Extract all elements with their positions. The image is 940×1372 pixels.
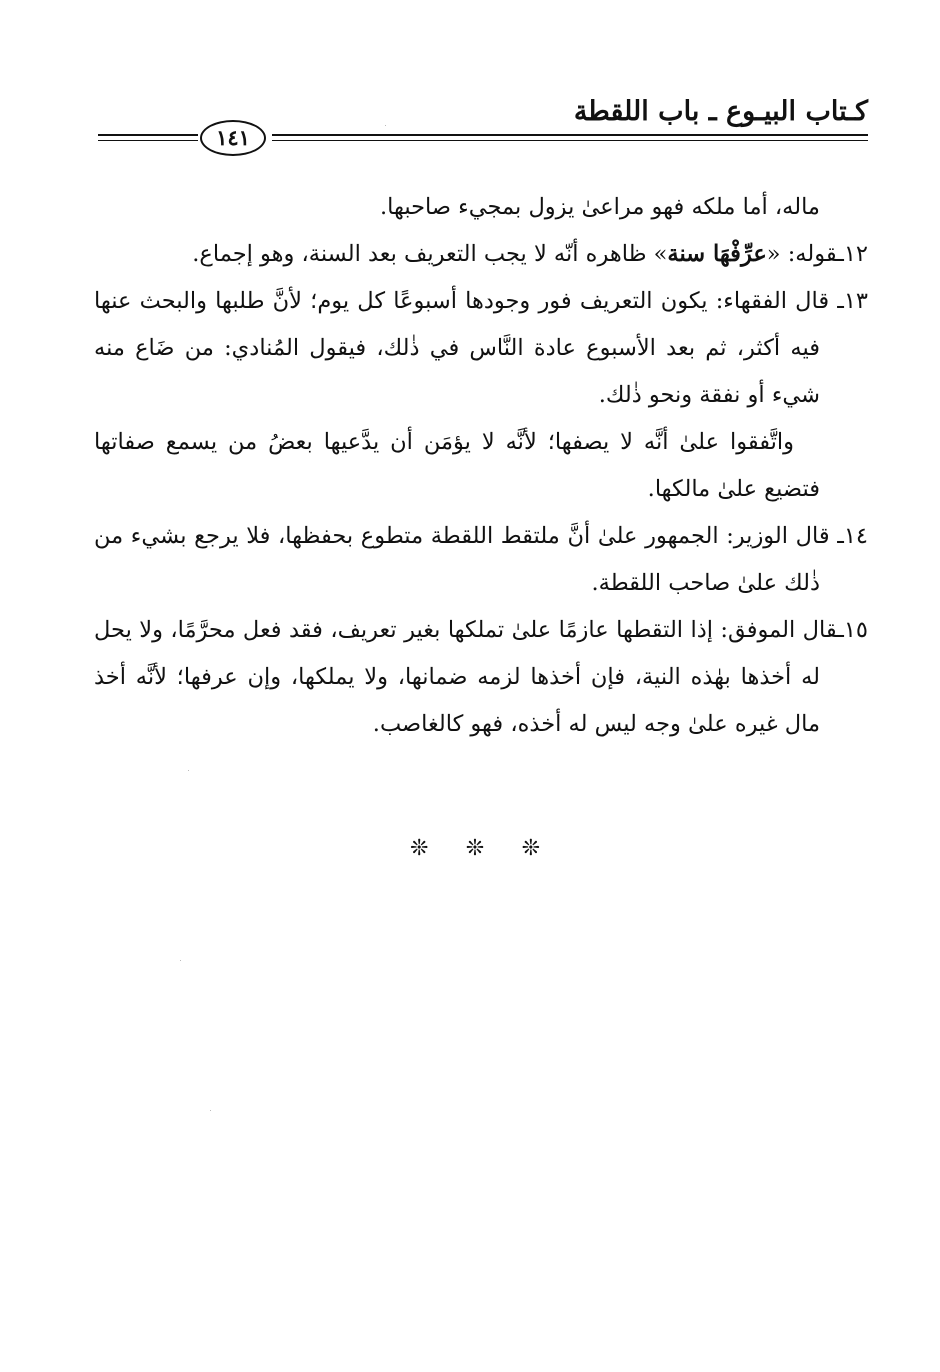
paragraph-13-continued (94, 419, 868, 513)
paragraph-12 (94, 231, 868, 278)
paragraph-text-pre: قوله: « (766, 241, 838, 267)
paragraph-text: قال الوزير: الجمهور علىٰ أنَّ ملتقط اللقطة متطوع بحفظها، فلا يرجع بشيء من ذٰلك علىٰ صاحب اللقطة. (94, 523, 830, 596)
header-rule-right-top (272, 134, 868, 136)
paragraph-15 (94, 607, 868, 748)
paragraph-text: قال الفقهاء: يكون التعريف فور وجودها أسبوعًا كل يوم؛ لأنَّ طلبها والبحث عنها فيه أكثر، ثم بعد الأسبوع عادة النَّاس في ذٰلك، فيقول المُنادي: من ضَاع منه شيء أو نفقة ونحو ذٰلك. (94, 288, 830, 408)
paragraph-number: ١٣ـ (837, 288, 868, 314)
scan-speck (180, 960, 181, 961)
paragraph-text: ماله، أما ملكه فهو مراعىٰ يزول بمجيء صاحبها. (379, 194, 820, 220)
header-rule-right-bottom (272, 140, 868, 141)
paragraph-14 (94, 513, 868, 607)
body-text (94, 184, 868, 748)
paragraph-number: ١٥ـ (837, 617, 868, 643)
paragraph-text: واتَّفقوا علىٰ أنَّه لا يصفها؛ لأنَّه لا يؤمَن أن يدَّعيها بعضُ من يسمع صفاتها فتضيع علىٰ مالكها. (94, 429, 820, 502)
quoted-hadith-phrase: عرِّفْهَا سنة (667, 241, 767, 267)
paragraph-text: قال الموفق: إذا التقطها عازمًا علىٰ تملكها بغير تعريف، فقد فعل محرَّمًا، ولا يحل له أخذها بهٰذه النية، فإن أخذها لزمه ضمانها، ولا يملكها، وإن عرفها؛ لأنَّه أخذ مال غيره علىٰ وجه ليس له أخذه، فهو كالغاصب. (94, 617, 838, 737)
separator-star: ❊ (521, 836, 540, 861)
page-number: ١٤١ (200, 120, 266, 156)
header-rule-left-bottom (98, 140, 198, 141)
paragraph-continuation (94, 184, 868, 231)
paragraph-text-post: » ظاهره أنّه لا يجب التعريف بعد السنة، وهو إجماع. (192, 241, 668, 267)
paragraph-number: ١٤ـ (837, 523, 869, 549)
section-separator (410, 836, 540, 861)
scan-speck (385, 125, 386, 126)
header-rule-left-top (98, 134, 198, 136)
separator-star: ❊ (410, 836, 429, 861)
paragraph-13 (94, 278, 868, 419)
scan-speck (210, 1110, 211, 1111)
separator-star: ❊ (465, 836, 485, 861)
scan-speck (188, 770, 189, 771)
paragraph-number: ١٢ـ (837, 241, 868, 267)
running-title: كـتاب البيـوع ـ باب اللقطة (573, 96, 868, 127)
